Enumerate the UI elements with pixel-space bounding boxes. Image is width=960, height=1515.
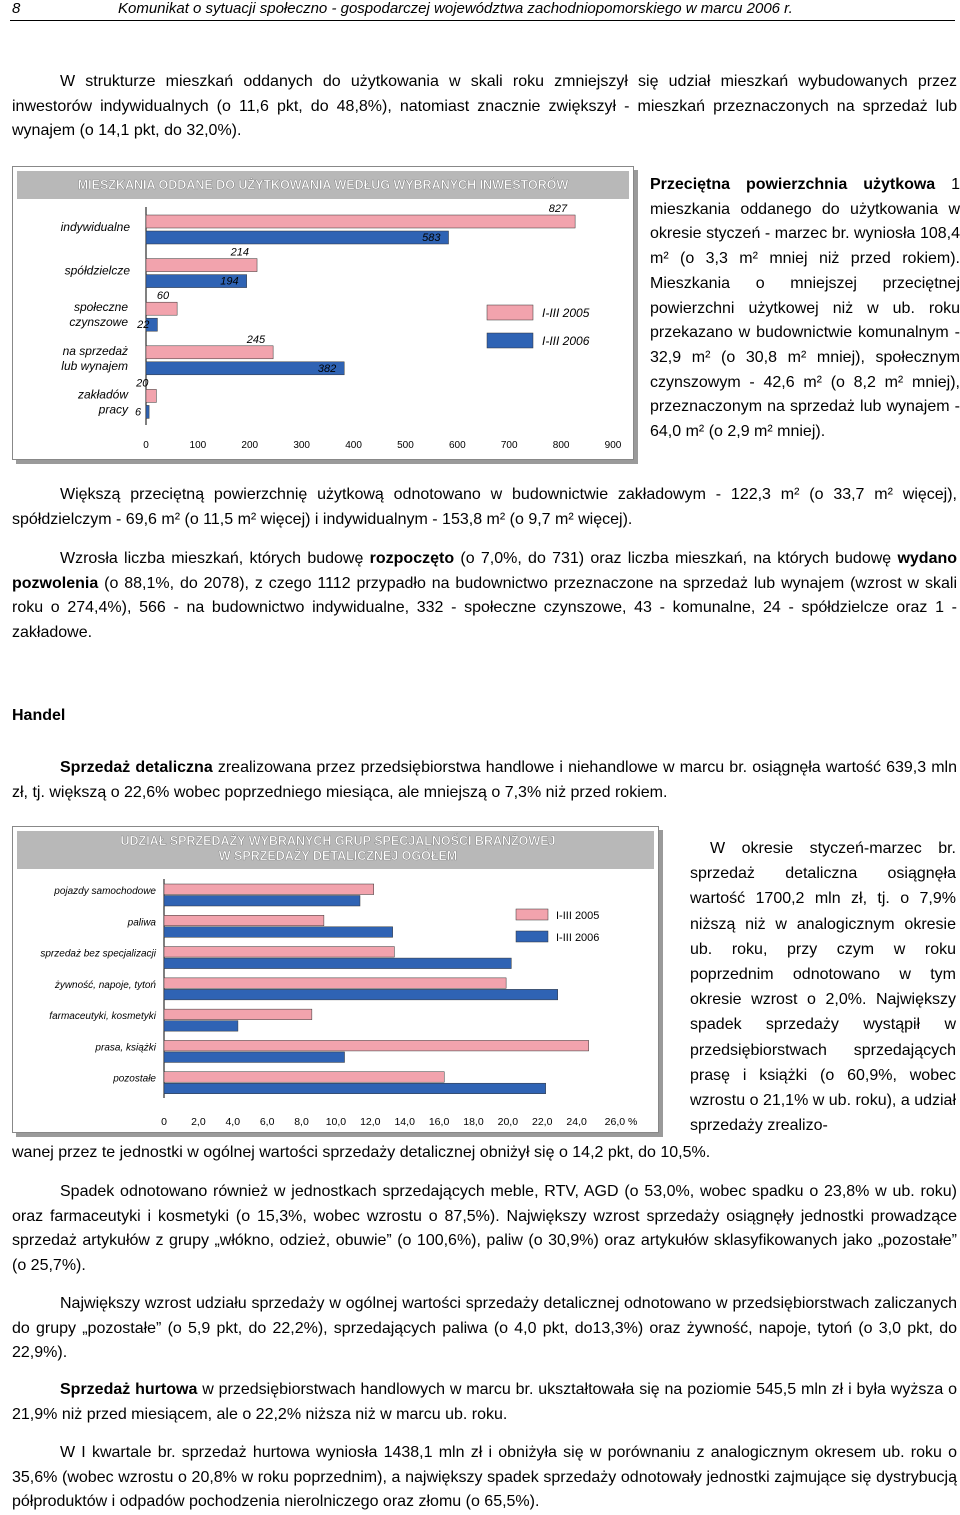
bar-2005 — [164, 1009, 312, 1020]
starts-bold-1: rozpoczęto — [369, 550, 455, 567]
data-label-2005: 214 — [230, 246, 250, 259]
bar-2006 — [164, 958, 511, 969]
x-tick-label: 26,0 % — [604, 1116, 638, 1128]
category-label: na sprzedaż — [62, 343, 128, 358]
retail-continuation: wanej przez te jednostki w ogólnej wartości sprzedaży detalicznej obniżył się o 14,2 pkt, do 10,5%. — [12, 1144, 711, 1161]
x-tick-label: 700 — [500, 440, 518, 451]
legend-swatch-2006 — [516, 931, 548, 942]
data-label-2006: 382 — [317, 362, 337, 375]
category-label: zakładów — [77, 387, 128, 402]
category-label: spółdzielcze — [64, 263, 130, 278]
bar-2005 — [146, 215, 575, 228]
x-tick-label: 500 — [397, 440, 414, 451]
x-tick-label: 24,0 — [566, 1116, 587, 1128]
category-label: farmaceutyki, kosmetyki — [49, 1011, 156, 1023]
data-label-2006: 194 — [220, 275, 239, 288]
category-label: społeczne — [73, 300, 128, 315]
category-label: pozostałe — [113, 1073, 156, 1085]
bar-2006 — [164, 927, 393, 938]
chart-title: MIESZKANIA ODDANE DO UŻYTKOWANIA WEDŁUG WYBRANYCH INWESTORÓW — [77, 178, 569, 192]
intro-paragraph: W strukturze mieszkań oddanych do użytkowania w skali roku zmniejszył się udział mieszkań wybudowanych przez inwestorów indywidualnych (o 11,6 pkt, do 48,8%), natomiast znacznie zwiększył - mieszkań przeznaczonych na sprzedaż lub wynajem (o 14,1 pkt, do 32,0%). — [12, 73, 957, 139]
category-label: sprzedaż bez specjalizacji — [40, 948, 156, 960]
x-tick-label: 0 — [161, 1116, 167, 1128]
bar-2005 — [164, 1040, 589, 1051]
bar-2005 — [164, 915, 324, 926]
chart-retail — [12, 826, 659, 1133]
starts-text-c: (o 7,0%, do 731) oraz liczba mieszkań, na których budowę — [454, 550, 898, 567]
page-number: 8 — [12, 0, 21, 17]
chart-housing — [12, 166, 634, 460]
bar-2006 — [164, 1052, 345, 1063]
x-tick-label: 400 — [345, 440, 362, 451]
legend-swatch-2006 — [487, 333, 533, 348]
x-tick-label: 8,0 — [294, 1116, 309, 1128]
legend-label-2005: I-III 2005 — [542, 306, 590, 320]
x-tick-label: 6,0 — [259, 1116, 275, 1128]
bar-2005 — [146, 389, 156, 402]
bar-2006 — [146, 362, 344, 375]
category-label: pojazdy samochodowe — [54, 886, 156, 897]
bar-2005 — [146, 302, 177, 315]
x-tick-label: 200 — [241, 440, 259, 451]
bar-2006 — [164, 1083, 546, 1094]
data-label-2005: 245 — [246, 333, 266, 346]
bar-2006 — [146, 405, 149, 418]
bar-2005 — [164, 947, 394, 958]
x-tick-label: 16,0 — [428, 1116, 450, 1128]
starts-bold-2: wydano pozwolenia — [12, 550, 958, 592]
chart-retail-side-text: W okresie styczeń-marzec br. sprzedaż detaliczna osiągnęła wartość 1700,2 mln zł, tj. o 7,9% niższą niż w analogicznym okresie ub. roku, przy czym w roku poprzednim odnotowano w tym okresie wzrost o 2,0%. Największy spadek sprzedaży wystąpił w przedsiębiorstwach sprzedających prasę i książki (o 60,9%, wobec wzrostu o 21,1% w ub. roku), a udział sprzedaży zrealizo- — [690, 840, 956, 1135]
bar-2006 — [146, 231, 449, 244]
legend-swatch-2005 — [516, 909, 548, 920]
data-label-2005: 20 — [136, 377, 149, 390]
page-header — [10, 0, 950, 24]
chart-retail-svg — [13, 827, 658, 1132]
x-tick-label: 22,0 — [532, 1116, 553, 1128]
legend-label-2006: I-III 2006 — [556, 932, 600, 944]
wholesale-paragraph — [12, 1378, 957, 1427]
section-heading: Handel — [12, 707, 66, 724]
starts-text-d: (o 88,1%, do 2078), z czego 1112 przypadło na budownictwo przeznaczone na sprzedaż lub wynajem (wzrost w skali roku o 274,4%), 566 - na budownictwo indywidualne, 332 - społeczne czynszowe, 43 - komunalne, 24 - spółdzielcze oraz 1 - zakładowe. — [12, 574, 957, 641]
category-label: pracy — [98, 402, 128, 417]
header-rule — [10, 20, 955, 21]
x-tick-label: 0 — [143, 440, 149, 451]
x-tick-label: 100 — [189, 440, 207, 451]
chart-title-line-1: UDZIAŁ SPRZEDAŻY WYBRANYCH GRUP SPECJALNOŚCI BRANŻOWEJ — [120, 834, 556, 848]
category-label: indywidualne — [60, 220, 130, 234]
retail-bold: Sprzedaż detaliczna — [60, 759, 213, 776]
bar-2006 — [164, 989, 558, 1000]
retail-rest: zrealizowana przez przedsiębiorstwa handlowe i niehandlowe w marcu br. osiągnęła wartość 639,3 mln zł, tj. większą o 22,6% wobec poprzedniego miesiąca, ale mniejszą o 7,3% niż przed rokiem. — [12, 759, 958, 801]
header-title: Komunikat o sytuacji społeczno - gospodarczej województwa zachodniopomorskiego w marcu 2006 r. — [118, 0, 793, 17]
x-tick-label: 20,0 — [497, 1116, 519, 1128]
legend-swatch-2005 — [487, 305, 533, 320]
data-label-2005: 60 — [156, 290, 170, 303]
x-tick-label: 800 — [552, 440, 570, 451]
bar-2005 — [164, 978, 506, 989]
legend-label-2005: I-III 2005 — [556, 910, 600, 922]
q1-paragraph: W I kwartale br. sprzedaż hurtowa wyniosła 1438,1 mln zł i obniżyła się w porównaniu z analogicznym okresem ub. roku o 35,6% (wobec wzrostu o 20,8% w roku poprzednim), a największy spadek sprzedaży odnotowały jednostki zajmujące się dystrybucją półproduktów i odpadów pochodzenia nierolniczego oraz złomu (o 65,5%). — [12, 1444, 957, 1510]
bar-2005 — [146, 259, 257, 272]
x-tick-label: 12,0 — [360, 1116, 381, 1128]
share-paragraph: Największy wzrost udziału sprzedaży w ogólnej wartości sprzedaży detalicznej odnotowano w przedsiębiorstwach zaliczanych do grupy „pozostałe” (o 5,9 pkt, do 22,2%), sprzedających paliwa (o 4,0 pkt, do13,3%) oraz żywność, napoje, tytoń (o 3,0 pkt, do 22,9%). — [12, 1295, 957, 1361]
x-tick-label: 4,0 — [225, 1116, 241, 1128]
category-label: paliwa — [127, 917, 156, 929]
data-label-2006: 583 — [422, 232, 441, 244]
x-tick-label: 2,0 — [191, 1116, 206, 1128]
chart-title-line-2: W SPRZEDAŻY DETALICZNEJ OGÓŁEM — [218, 849, 458, 863]
category-label: czynszowe — [69, 315, 128, 330]
data-label-2006: 6 — [134, 406, 142, 419]
bar-2005 — [164, 884, 374, 895]
side-text-lead: Przeciętna powierzchnia użytkowa — [650, 176, 936, 193]
category-label: lub wynajem — [61, 358, 128, 373]
area-paragraph: Większą przeciętną powierzchnię użytkową odnotowano w budownictwie zakładowym - 122,3 m² (o 33,7 m² więcej), spółdzielczym - 69,6 m² (o 11,5 m² więcej) i indywidualnym - 153,8 m² (o 9,7 m² więcej). — [12, 486, 957, 528]
wholesale-rest: w przedsiębiorstwach handlowych w marcu br. ukształtowała się na poziomie 545,5 mln zł i była wyższa o 21,9% niż przed miesiącem, ale o 22,2% niższa niż w marcu ub. roku. — [12, 1381, 957, 1423]
category-label: żywność, napoje, tytoń — [54, 979, 156, 991]
decline-paragraph: Spadek odnotowano również w jednostkach sprzedających meble, RTV, AGD (o 53,0%, wobec spadku o 23,8% w ub. roku) oraz farmaceutyki i kosmetyki (o 15,3%, wobec wzrostu o 87,5%). Największy wzrost sprzedaży osiągnęły jednostki prowadzące sprzedaż artykułów z grupy „włókno, odzież, obuwie” (o 100,6%), paliw (o 30,9%) oraz artykułów sklasyfikowanych jako „pozostałe” (o 25,7%). — [12, 1183, 957, 1274]
category-label: prasa, książki — [95, 1042, 156, 1054]
x-tick-label: 10,0 — [325, 1116, 347, 1128]
chart-housing-side-text — [650, 173, 960, 445]
starts-paragraph — [12, 547, 957, 645]
bar-2005 — [146, 346, 273, 359]
data-label-2005: 827 — [548, 203, 568, 215]
chart-housing-svg — [13, 167, 633, 459]
x-tick-label: 300 — [293, 440, 311, 451]
bar-2005 — [164, 1072, 444, 1083]
bar-2006 — [164, 896, 360, 907]
x-tick-label: 600 — [448, 440, 466, 451]
wholesale-bold: Sprzedaż hurtowa — [60, 1381, 198, 1398]
data-label-2006: 22 — [137, 319, 150, 332]
starts-text-a: Wzrosła liczba mieszkań, których budowę — [60, 550, 370, 567]
x-tick-label: 14,0 — [394, 1116, 415, 1128]
bar-2006 — [164, 1021, 238, 1032]
side-text-rest: 1 mieszkania oddanego do użytkowania w okresie styczeń - marzec br. wyniosła 108,4 m² (o 3,3 m² mniej niż przed rokiem). Mieszkania o mniejszej przeciętnej powierzchni użytkowej niż w ub. roku przekazano w budownictwie komunalnym - 32,9 m² (o 30,8 m² mniej), społecznym czynszowym - 42,6 m² (o 8,2 m² mniej), przeznaczonym na sprzedaż lub wynajem - 64,0 m² (o 2,9 m² mniej). — [650, 176, 960, 441]
x-tick-label: 18,0 — [463, 1116, 484, 1128]
retail-paragraph — [12, 756, 957, 805]
x-tick-label: 900 — [604, 440, 622, 451]
legend-label-2006: I-III 2006 — [542, 334, 590, 348]
